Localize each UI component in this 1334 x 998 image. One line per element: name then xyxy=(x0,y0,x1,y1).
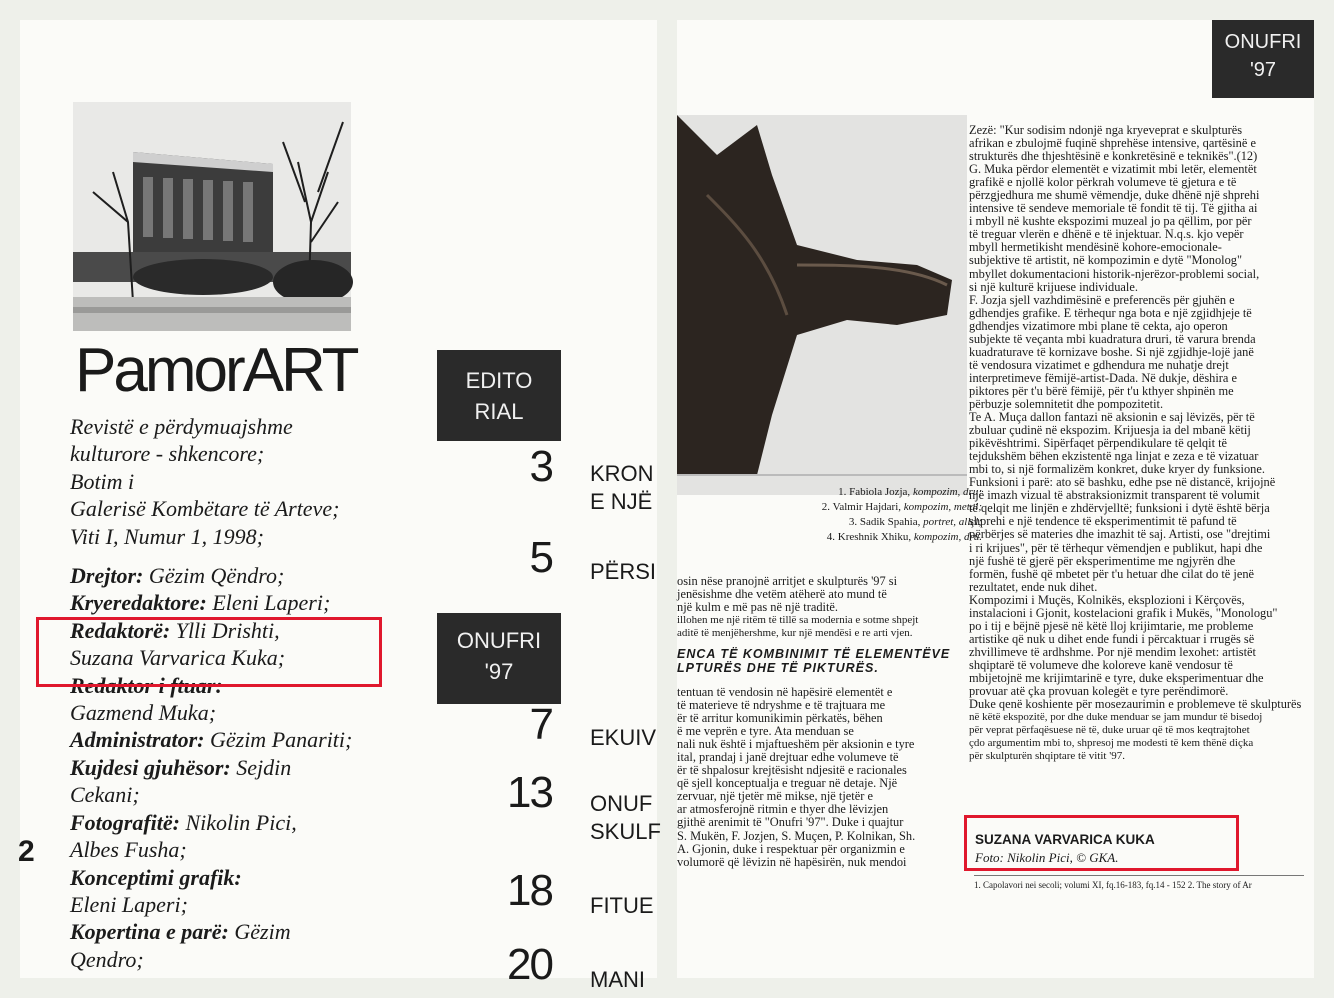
body-line: G. Muka përdor elementët e vizatimit mbi letër, elementët xyxy=(969,162,1257,177)
footnote-rule xyxy=(974,875,1304,876)
body-line: artistike që nuk u dihet ende fundi i përcaktuar i rrugës së xyxy=(969,631,1255,646)
toc-number: 7 xyxy=(529,700,552,749)
highlight-box-editors xyxy=(36,617,382,687)
body-line: gdhendjes vizatimore mbi plane të cekta, ajo operon xyxy=(969,318,1228,333)
toc-entry[interactable]: MANI xyxy=(590,967,645,992)
body-line: Zezë: "Kur sodisim ndonjë nga kryeveprat e skulpturës xyxy=(969,123,1243,137)
credit-line: Eleni Laperi; xyxy=(70,891,188,917)
figure-captions xyxy=(717,485,982,545)
highlight-box-author xyxy=(964,815,1239,871)
body-line: i mbyll në kushte ekspozimi muzeal jo pa qëllim, por për xyxy=(969,214,1252,229)
body-line: një fushë të gjerë për eksperimentime me ngjyrën dhe xyxy=(969,553,1236,568)
caption-line: 3. Sadik Spahia, portret, allçi; xyxy=(848,516,982,528)
toc-number: 3 xyxy=(529,442,552,491)
body-line: të qelqit me linjën e zhdërvjelltë; funksioni i dytë është bërja xyxy=(969,501,1270,516)
body-line: pikëvështrimi. Sipërfaqet përpendikulare të qelqit të xyxy=(969,436,1228,451)
credit-line: Gazmend Muka; xyxy=(70,700,217,726)
body-line: shprehi e një tendence të eksperimentimit të pafund të xyxy=(969,514,1237,529)
body-line: zbuluar çudinë në ekspozim. Krijuesja ia del mbanë këtij xyxy=(969,423,1251,438)
body-line: interpretimeve fëmijë-artist-Dada. Në dukje, dëshira e xyxy=(969,370,1238,385)
body-line: mbyll hermetikisht mendësinë kohore-emocionale- xyxy=(969,240,1222,255)
body-line: Funksioni i parë: ato së bashku, edhe pse në distancë, krijojnë xyxy=(969,475,1276,490)
body-line: të vendosura vizatimet e gdhendura me nuhatje drejt xyxy=(969,357,1229,372)
editorial-block: EDITO RIAL xyxy=(437,350,561,441)
body-line: zhvillimeve të ardhshme. Por një mendim lexohet: artistët xyxy=(969,644,1256,659)
magazine-title: PamorART xyxy=(75,336,357,405)
body-line: për veprat përfaqësuese në të, duke uruar që të mos keqtrajtohet xyxy=(969,724,1250,737)
credit-line: Cekani; xyxy=(70,782,140,808)
toc-number: 5 xyxy=(529,533,552,582)
body-line: provuar atë çka provuan kolegët e tyre perëndimorë. xyxy=(969,684,1229,699)
toc-number: 20 xyxy=(507,940,552,989)
body-line: subjektive të artistit, në kompozimin e dytë "Monolog" xyxy=(969,253,1243,268)
body-line: shqiptarë të volumeve dhe koloreve kanë vendosur të xyxy=(969,657,1233,672)
body-line: çdo argumentim mbi to, shpresoj me modesti të kem thënë diçka xyxy=(969,737,1254,750)
credit-line: Qendro; xyxy=(70,946,144,972)
info-line: Revistë e përdymuajshme xyxy=(70,414,293,439)
body-line: përbuzje solemnitetit dhe pompozitetit. xyxy=(969,396,1164,411)
info-line: Botim i xyxy=(70,468,135,494)
body-line: të treguar vlerën e dhënë e të injektuar. N.q.s. kjo vepër xyxy=(969,227,1244,242)
section-heading: ENCA TË KOMBINIMIT TË ELEMENTËVE LPTURËS DHE TË PIKTURËS. xyxy=(677,647,951,675)
credit-line: Redaktorë: Ylli Drishti, xyxy=(70,617,280,643)
body-line: në këtë ekspozitë, por dhe duke menduar se jam mundur të bisedoj xyxy=(969,711,1263,724)
body-line: formën, fushë që mbetet për t'u hetuar dhe cilat do të jenë xyxy=(969,566,1255,581)
toc-number: 18 xyxy=(507,866,552,915)
author-name: SUZANA VARVARICA KUKA xyxy=(975,832,1155,847)
caption-line: 4. Kreshnik Xhiku, kompozim, dru. xyxy=(826,531,982,543)
body-line: përzgjedhura me shumë vëmendje, duke dhënë një shprehi xyxy=(969,188,1260,203)
right-magazine-page xyxy=(677,20,1314,978)
caption-line: 2. Valmir Hajdari, kompozim, metal; xyxy=(821,501,982,513)
body-line: kuadraturave të kornizave boshe. Si një zgjidhje-lojë janë xyxy=(969,344,1254,359)
body-line: për skulpturën shqiptare të vitit '97. xyxy=(969,750,1125,763)
info-line: kulturore - shkencore; xyxy=(70,441,265,467)
credit-line: Redaktor i ftuar: xyxy=(70,672,223,698)
gallery-building-photo xyxy=(73,102,351,331)
body-line: gdhendjes grafike. E tërhequr nga bota e një zgjidhjeje të xyxy=(969,305,1252,320)
photo-credit: Foto: Nikolin Pici, © GKA. xyxy=(975,850,1119,865)
body-line: si një kulturë krijuese individuale. xyxy=(969,279,1138,294)
body-line: instalacioni i Gjonit, kostelacioni grafik i Mukës, "Monologu" xyxy=(969,605,1278,620)
body-line: Duke qenë koshiente për mosezaurimin e problemeve të skulpturës xyxy=(969,697,1302,712)
body-line: strukturës dhe thjeshtësinë e konkretësinë e teknikës".(12) xyxy=(969,149,1258,164)
toc-entry[interactable]: ONUF SKULF xyxy=(590,791,661,844)
credit-line: Kujdesi gjuhësor: Sejdin xyxy=(70,754,292,780)
info-line: Galerisë Kombëtare të Arteve; xyxy=(70,496,340,522)
onufri-block: ONUFRI '97 xyxy=(437,613,561,704)
left-column-top: osin nëse pranojnë arritjet e skulpturës '97 si jenësishme dhe vetëm atëherë ato mund të një kulm e më pas në një traditë. illohen me një ritëm të tillë sa modernia e sotme shpejt aditë të menjëhershme, kur një mendësi e re arti vjen. xyxy=(677,574,919,640)
body-line: mbyllet dokumentacioni historik-njerëzor-problemi social, xyxy=(969,266,1260,281)
body-line: rezultatet, ende nuk dihet. xyxy=(969,579,1098,594)
body-line: grafikë e njollë kolor përkrah volumeve të gjetura e të xyxy=(969,175,1237,190)
info-line: Viti I, Numur 1, 1998; xyxy=(70,523,264,549)
left-magazine-page xyxy=(18,20,661,992)
toc-entry[interactable]: FITUE xyxy=(590,893,654,918)
body-line: i ri krijues", për të tërhequr vëmendjen e publikut, hapi dhe xyxy=(969,540,1263,555)
caption-line: 1. Fabiola Jozja, kompozim, dru; xyxy=(838,486,982,498)
page-number: 2 xyxy=(18,835,35,868)
body-line: mbi to, si një formalizëm konkret, duke kryer dy funksione. xyxy=(969,462,1265,477)
right-column-text xyxy=(969,124,1314,763)
credit-line: Kryeredaktore: Eleni Laperi; xyxy=(70,590,331,616)
credit-line: Kopertina e parë: Gëzim xyxy=(70,919,291,945)
toc-entry[interactable]: PËRSI xyxy=(590,559,657,584)
body-line: Kompozimi i Muçës, Kolnikës, eksplozioni i Kërçovës, xyxy=(969,592,1245,607)
toc-entry[interactable]: EKUIV xyxy=(590,725,657,750)
toc-entry[interactable]: KRON E NJË xyxy=(590,461,654,514)
body-line: Te A. Muça dallon fantazi në aksionin e saj lëvizës, për të xyxy=(969,410,1255,425)
body-line: piktores për t'u bërë fëmijë, për t'u kthyer shpinën me xyxy=(969,383,1234,398)
masthead-info xyxy=(70,413,400,973)
body-line: përbërjes së materies dhe imazhit të saj. Artisti, ose "drejtimi xyxy=(969,527,1271,542)
footnote: 1. Capolavori nei secoli; volumi XI, fq.16-183, fq.14 - 152 2. The story of Ar xyxy=(974,880,1252,890)
onufri-corner-block: ONUFRI '97 xyxy=(1212,20,1314,98)
credit-line: Administrator: Gëzim Panariti; xyxy=(70,727,353,753)
body-line: po i tij e bëjnë pjesë në këtë lloj krijimtarie, me probleme xyxy=(969,618,1254,633)
credit-line: Albes Fusha; xyxy=(70,837,187,863)
body-line: F. Jozja sjell vazhdimësinë e preferencës për gjuhën e xyxy=(969,292,1235,307)
left-column-bottom: tentuan të vendosin në hapësirë elementët e të materieve të ndryshme e të trajtuara me ër të arritur komunikimin përkatës, bëhen ë me veprën e tyre. Ata menduan se nali nuk është i mjaftueshëm për aksionin e tyre ital, prandaj i janë drejtuar edhe volumeve të ër të shpalosur krejtësisht ndjesitë e racionales që sjell konceptualja e treguar në detaje. Një zervuar, një tjetër më mikse, një tjetër e ar atmosferojnë ritmin e thyer dhe lëvizjen gjithë arenimit të "Onufri '97". Duke i quajtur S. Mukën, F. Jozjen, S. Muçen, P. Kolnikan, Sh. A. Gjonin, duke i respektuar për organizmin e volumorë që lëvizin në hapësirën, nuk mendoi xyxy=(677,685,916,869)
credit-line: Fotografitë: Nikolin Pici, xyxy=(70,809,297,835)
body-line: një imazh vizual të abstraksionizmit transparent të volumit xyxy=(969,488,1260,503)
toc-number: 13 xyxy=(507,768,552,817)
body-line: afrikan e zbulojmë fuqinë shprehëse intensive, qartësinë e xyxy=(969,136,1256,151)
credit-line: Konceptimi grafik: xyxy=(70,864,242,890)
body-line: tejdukshëm bëhen ekzistentë nga linjat e zeza e të vizatuar xyxy=(969,449,1259,464)
body-line: mbijetojnë me krijimtarinë e tyre, duke eksperimentuar dhe xyxy=(969,670,1264,685)
sculpture-photo xyxy=(677,115,967,495)
body-line: subjekte të veçanta mbi kuadratura druri, të varura brenda xyxy=(969,331,1256,346)
body-line: intensive të sendeve memoriale të fondit të tij. Të gjitha ai xyxy=(969,201,1258,216)
credit-line: Suzana Varvarica Kuka; xyxy=(70,645,286,671)
credit-line: Drejtor: Gëzim Qëndro; xyxy=(70,563,285,589)
